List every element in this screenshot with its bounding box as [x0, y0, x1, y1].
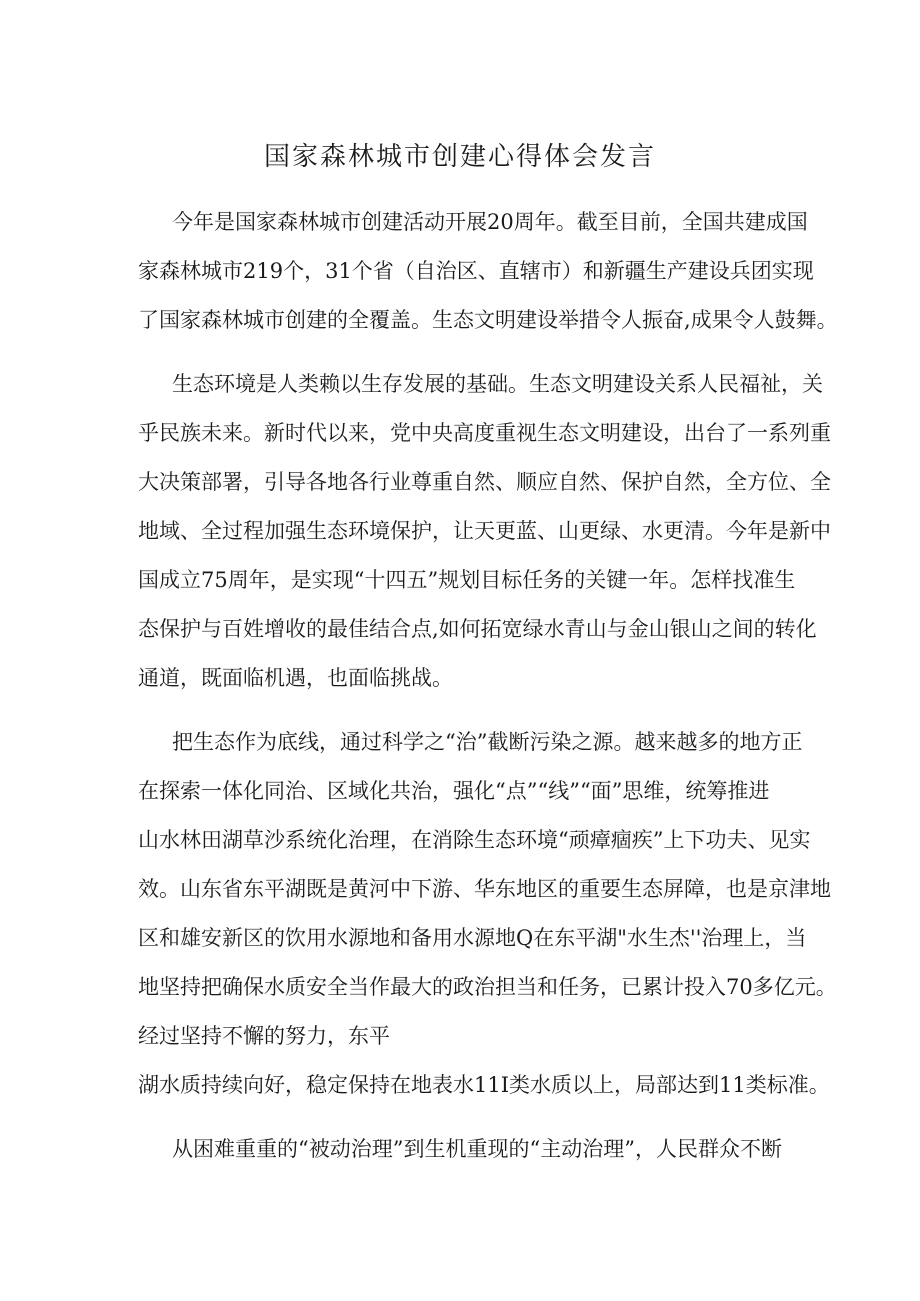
- paragraph-2-line-3: 大决策部署，引导各地各行业尊重自然、顺应自然、保护自然，全方位、全: [138, 470, 831, 494]
- paragraph-3-line-3: 山水林田湖草沙系统化治理，在消除生态环境“顽瘴痼疾”上下功夫、见实: [138, 828, 811, 852]
- paragraph-3-line-6: 地坚持把确保水质安全当作最大的政治担当和任务，已累计投入70多亿元。: [138, 975, 837, 999]
- paragraph-1-line-3: 了国家森林城市创建的全覆盖。生态文明建设举措令人振奋,成果令人鼓舞。: [138, 308, 838, 332]
- paragraph-3-line-5: 区和雄安新区的饮用水源地和备用水源地Q在东平湖"水生杰''治理上，当: [138, 926, 807, 950]
- paragraph-2-line-2: 乎民族未来。新时代以来，党中央高度重视生态文明建设，出台了一系列重: [138, 421, 831, 445]
- paragraph-2-line-4: 地域、全过程加强生态环境保护，让天更蓝、山更绿、水更清。今年是新中: [138, 519, 831, 543]
- document-title: 国家森林城市创建心得体会发言: [263, 142, 656, 172]
- paragraph-2-line-6: 态保护与百姓增收的最佳结合点,如何拓宽绿水青山与金山银山之间的转化: [138, 617, 817, 641]
- paragraph-2-line-1: 生态环境是人类赖以生存发展的基础。生态文明建设关系人民福祉，关: [172, 372, 823, 396]
- paragraph-3-line-1: 把生态作为底线，通过科学之“治”截断污染之源。越来越多的地方正: [172, 730, 803, 754]
- paragraph-1-line-1: 今年是国家森林城市创建活动开展20周年。截至目前，全国共建成国: [172, 210, 808, 234]
- paragraph-1-line-2: 家森林城市219个，31个省（自治区、直辖市）和新疆生产建设兵团实现: [138, 259, 814, 283]
- paragraph-3-line-2: 在探索一体化同治、区域化共治，强化“点”“线”“面”思维，统筹推进: [138, 779, 770, 803]
- paragraph-3-line-4: 效。山东省东平湖既是黄河中下游、华东地区的重要生态屏障，也是京津地: [138, 877, 831, 901]
- paragraph-4-line-1: 从困难重重的“被动治理”到生机重现的“主动治理”，人民群众不断: [172, 1137, 782, 1161]
- paragraph-3-line-8: 湖水质持续向好，稳定保持在地表水11I类水质以上，局部达到11类标准。: [138, 1073, 830, 1097]
- paragraph-2-line-5: 国成立75周年，是实现“十四五”规划目标任务的关键一年。怎样找准生: [138, 568, 796, 592]
- paragraph-3-line-7: 经过坚持不懈的努力，东平: [138, 1024, 390, 1048]
- paragraph-2-line-7: 通道，既面临机遇，也面临挑战。: [138, 666, 453, 690]
